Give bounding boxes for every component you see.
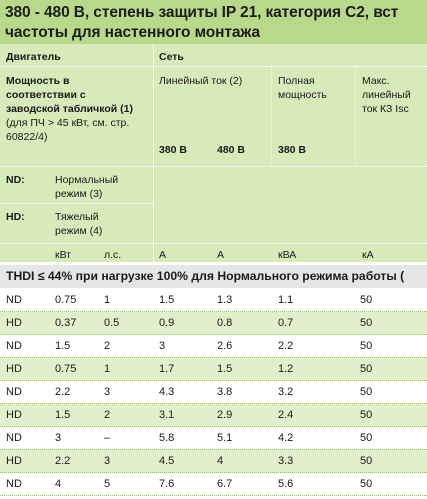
nd-label-1: Нормальный xyxy=(55,174,119,186)
network-group-label: Сеть xyxy=(159,51,184,63)
document-title-banner xyxy=(0,0,427,44)
cell-a1: 1.7 xyxy=(159,363,175,375)
table-row xyxy=(0,358,427,381)
cell-ka: 50 xyxy=(360,294,373,306)
header-rule xyxy=(0,203,153,204)
unit-hp: л.с. xyxy=(104,249,122,261)
line-current-label: Линейный ток (2) xyxy=(159,75,243,87)
cell-kva: 1.1 xyxy=(278,294,294,306)
table-row xyxy=(0,289,427,312)
cell-hp: 3 xyxy=(104,386,111,398)
cell-kw: 0.75 xyxy=(55,294,77,306)
cell-kva: 2.4 xyxy=(278,409,294,421)
cell-a2: 0.8 xyxy=(217,317,233,329)
hd-label-2: режим (4) xyxy=(55,225,103,237)
max-sc-label-2: линейный xyxy=(362,89,411,101)
table-row xyxy=(0,404,427,427)
cell-a1: 0.9 xyxy=(159,317,175,329)
full-power-label-2: мощность xyxy=(278,89,327,101)
row-separator xyxy=(0,495,427,496)
cell-hp: 2 xyxy=(104,340,111,352)
unit-a1: A xyxy=(159,249,167,261)
cell-kva: 3.3 xyxy=(278,455,294,467)
nd-code: ND: xyxy=(6,174,25,186)
cell-kva: 0.7 xyxy=(278,317,294,329)
header-rule xyxy=(0,166,427,167)
cell-kva: 3.2 xyxy=(278,386,294,398)
cell-kw: 1.5 xyxy=(55,409,71,421)
unit-ka: кА xyxy=(362,249,374,261)
cell-mode: HD xyxy=(6,363,22,375)
power-label-1: Мощность в xyxy=(6,75,70,87)
cell-hp: 3 xyxy=(104,455,111,467)
cell-a2: 3.8 xyxy=(217,386,233,398)
unit-kva: кВА xyxy=(278,249,297,261)
cell-hp: 1 xyxy=(104,294,111,306)
table-row xyxy=(0,381,427,404)
table-row xyxy=(0,335,427,358)
cell-mode: ND xyxy=(6,294,22,306)
unit-a2: A xyxy=(217,249,225,261)
cell-a1: 3.1 xyxy=(159,409,175,421)
cell-a1: 4.5 xyxy=(159,455,175,467)
cell-kw: 2.2 xyxy=(55,386,71,398)
cell-hp: 1 xyxy=(104,363,111,375)
title-line-2: частоты для настенного монтажа xyxy=(5,24,261,41)
cell-ka: 50 xyxy=(360,432,373,444)
table-row xyxy=(0,312,427,335)
cell-kw: 3 xyxy=(55,432,62,444)
max-sc-label-3: ток КЗ Isc xyxy=(362,103,409,115)
header-divider xyxy=(271,66,272,166)
cell-mode: ND xyxy=(6,386,22,398)
cell-kva: 2.2 xyxy=(278,340,294,352)
cell-ka: 50 xyxy=(360,409,373,421)
voltage-480-current: 480 В xyxy=(217,144,246,156)
cell-a2: 4 xyxy=(217,455,224,467)
cell-mode: ND xyxy=(6,478,22,490)
table-row xyxy=(0,473,427,496)
cell-hp: 0.5 xyxy=(104,317,120,329)
header-divider xyxy=(355,66,356,166)
cell-ka: 50 xyxy=(360,317,373,329)
cell-hp: – xyxy=(104,432,111,444)
cell-a2: 1.3 xyxy=(217,294,233,306)
cell-kva: 1.2 xyxy=(278,363,294,375)
max-sc-label-1: Макс. xyxy=(362,75,390,87)
power-note-2: 60822/4) xyxy=(6,131,48,143)
cell-ka: 50 xyxy=(360,386,373,398)
unit-kw: кВт xyxy=(55,249,72,261)
hd-label-1: Тяжелый xyxy=(55,211,99,223)
header-rule xyxy=(0,66,427,67)
cell-a2: 6.7 xyxy=(217,478,233,490)
cell-kw: 0.37 xyxy=(55,317,77,329)
cell-mode: HD xyxy=(6,409,22,421)
cell-ka: 50 xyxy=(360,340,373,352)
cell-mode: ND xyxy=(6,340,22,352)
cell-a1: 5.8 xyxy=(159,432,175,444)
cell-a1: 3 xyxy=(159,340,166,352)
cell-kw: 1.5 xyxy=(55,340,71,352)
cell-a2: 5.1 xyxy=(217,432,233,444)
cell-a2: 1.5 xyxy=(217,363,233,375)
cell-a1: 4.3 xyxy=(159,386,175,398)
power-label-3: заводской табличкой (1) xyxy=(6,103,133,115)
cell-hp: 2 xyxy=(104,409,111,421)
cell-kw: 0.75 xyxy=(55,363,77,375)
motor-group-label: Двигатель xyxy=(6,51,61,63)
power-label-2: соответствии с xyxy=(6,89,86,101)
title-line-1: 380 - 480 В, степень защиты IP 21, категория С2, вст xyxy=(5,4,399,21)
voltage-380-power: 380 В xyxy=(278,144,307,156)
thdi-section-header xyxy=(0,264,427,288)
header-rule xyxy=(0,243,427,244)
table-row xyxy=(0,450,427,473)
cell-kw: 4 xyxy=(55,478,62,490)
cell-ka: 50 xyxy=(360,363,373,375)
power-note-1: (для ПЧ > 45 кВт, см. стр. xyxy=(6,117,130,129)
voltage-380-current: 380 В xyxy=(159,144,188,156)
table-row xyxy=(0,427,427,450)
nd-label-2: режим (3) xyxy=(55,188,103,200)
header-divider-motor-network xyxy=(153,44,154,264)
full-power-label-1: Полная xyxy=(278,75,315,87)
cell-ka: 50 xyxy=(360,478,373,490)
hd-code: HD: xyxy=(6,211,25,223)
cell-kw: 2.2 xyxy=(55,455,71,467)
cell-a2: 2.6 xyxy=(217,340,233,352)
cell-ka: 50 xyxy=(360,455,373,467)
cell-kva: 4.2 xyxy=(278,432,294,444)
cell-mode: HD xyxy=(6,317,22,329)
cell-mode: ND xyxy=(6,432,22,444)
cell-a1: 1.5 xyxy=(159,294,175,306)
cell-hp: 5 xyxy=(104,478,111,490)
cell-a1: 7.6 xyxy=(159,478,175,490)
thdi-text: THDI ≤ 44% при нагрузке 100% для Нормального режима работы ( xyxy=(6,269,405,283)
cell-a2: 2.9 xyxy=(217,409,233,421)
cell-mode: HD xyxy=(6,455,22,467)
cell-kva: 5.6 xyxy=(278,478,294,490)
